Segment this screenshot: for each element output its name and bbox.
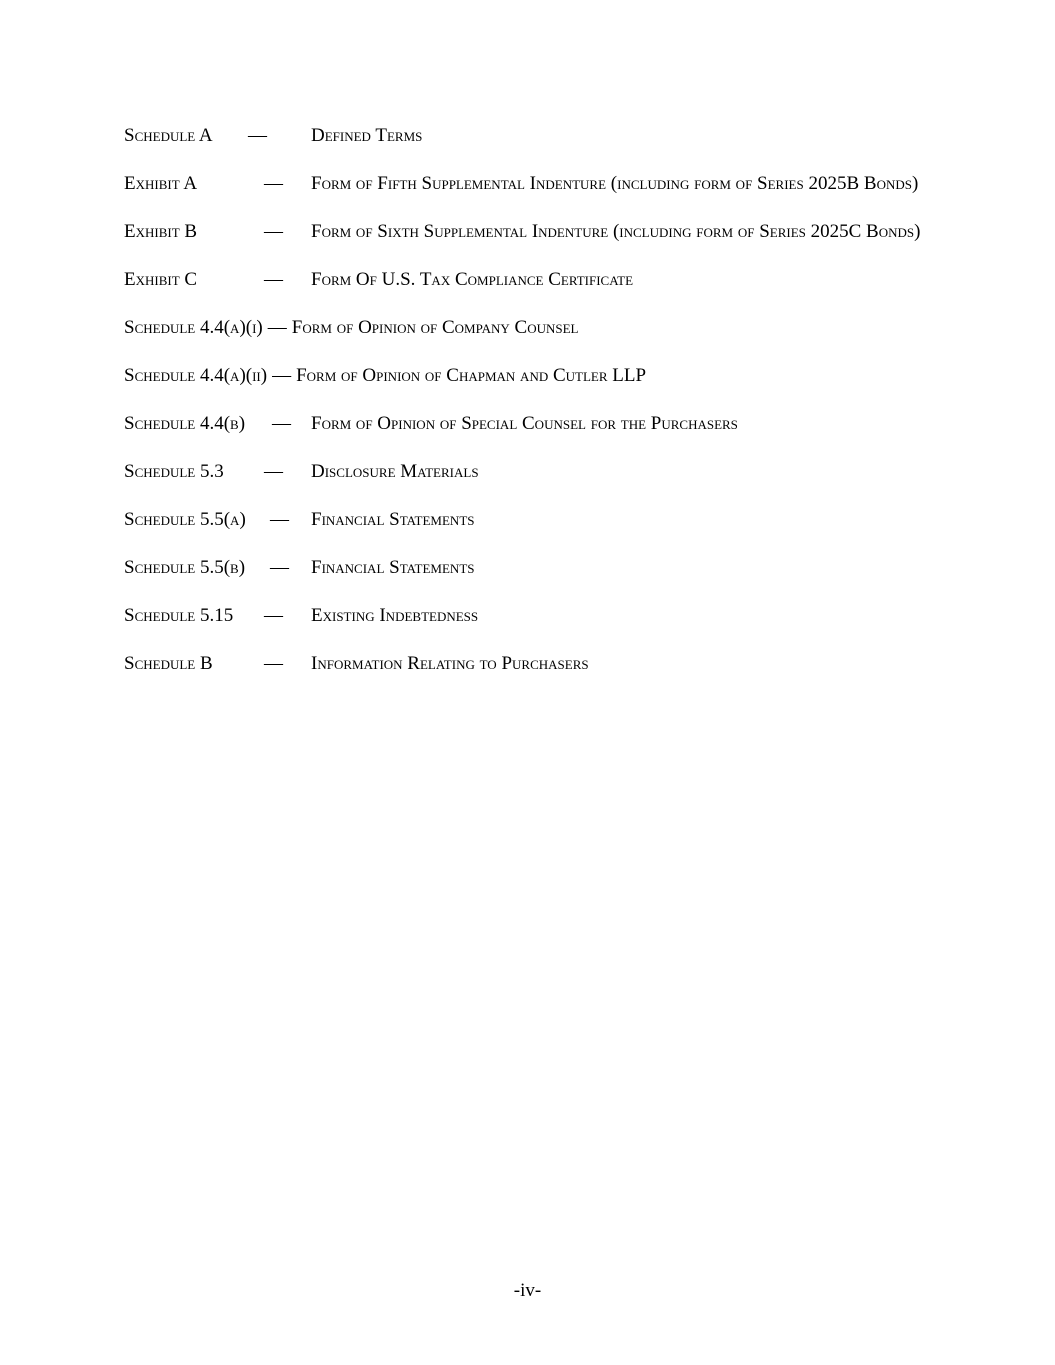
- list-item: [124, 412, 924, 436]
- entry-label: Exhibit C: [124, 269, 198, 290]
- list-item: [124, 508, 924, 532]
- entry-label: Schedule B: [124, 653, 213, 674]
- entry-description: Existing Indebtedness: [311, 605, 479, 626]
- entry-dash: —: [270, 557, 289, 578]
- entry-dash: —: [248, 125, 267, 146]
- entry-description: Information Relating to Purchasers: [311, 653, 589, 674]
- entry-description: Form of Opinion of Special Counsel for the Purchasers: [311, 413, 738, 434]
- entry-dash: —: [264, 605, 283, 626]
- list-item: [124, 220, 924, 244]
- entry-label: Schedule 5.15: [124, 605, 234, 626]
- entry-dash: —: [264, 221, 283, 242]
- entry-label: Schedule 4.4(a)(i): [124, 317, 263, 338]
- entry-label: Schedule 4.4(a)(ii): [124, 365, 268, 386]
- entry-description: Disclosure Materials: [311, 461, 479, 482]
- entry-description: Form of Fifth Supplemental Indenture (including form of Series 2025B Bonds): [311, 173, 919, 194]
- entry-dash: —: [264, 269, 283, 290]
- page-number: -iv-: [513, 1280, 542, 1301]
- entry-description: Financial Statements: [311, 509, 475, 530]
- list-item: [124, 124, 924, 148]
- entry-description: Form of Opinion of Chapman and Cutler LLP: [296, 365, 647, 386]
- list-item: [124, 316, 924, 340]
- entry-description: Form of Sixth Supplemental Indenture (including form of Series 2025C Bonds): [311, 221, 921, 242]
- entry-description: Form of Opinion of Company Counsel: [291, 317, 579, 338]
- entry-dash: —: [267, 317, 287, 338]
- schedule-exhibit-list: [124, 124, 924, 700]
- entry-label: Schedule 4.4(b): [124, 413, 246, 434]
- entry-label: Schedule A: [124, 125, 213, 146]
- entry-dash: —: [272, 413, 291, 434]
- entry-label: Exhibit B: [124, 221, 198, 242]
- entry-label: Schedule 5.5(a): [124, 509, 246, 530]
- entry-description: Defined Terms: [311, 125, 423, 146]
- list-item: [124, 364, 924, 388]
- list-item: [124, 268, 924, 292]
- entry-dash: —: [272, 365, 292, 386]
- list-item: [124, 172, 924, 196]
- list-item: [124, 604, 924, 628]
- list-item: [124, 460, 924, 484]
- entry-label: Schedule 5.5(b): [124, 557, 246, 578]
- entry-dash: —: [264, 461, 283, 482]
- entry-dash: —: [264, 173, 283, 194]
- list-item: [124, 652, 924, 676]
- entry-description: Form Of U.S. Tax Compliance Certificate: [311, 269, 634, 290]
- entry-label: Schedule 5.3: [124, 461, 224, 482]
- entry-dash: —: [270, 509, 289, 530]
- entry-dash: —: [264, 653, 283, 674]
- entry-description: Financial Statements: [311, 557, 475, 578]
- entry-label: Exhibit A: [124, 173, 198, 194]
- list-item: [124, 556, 924, 580]
